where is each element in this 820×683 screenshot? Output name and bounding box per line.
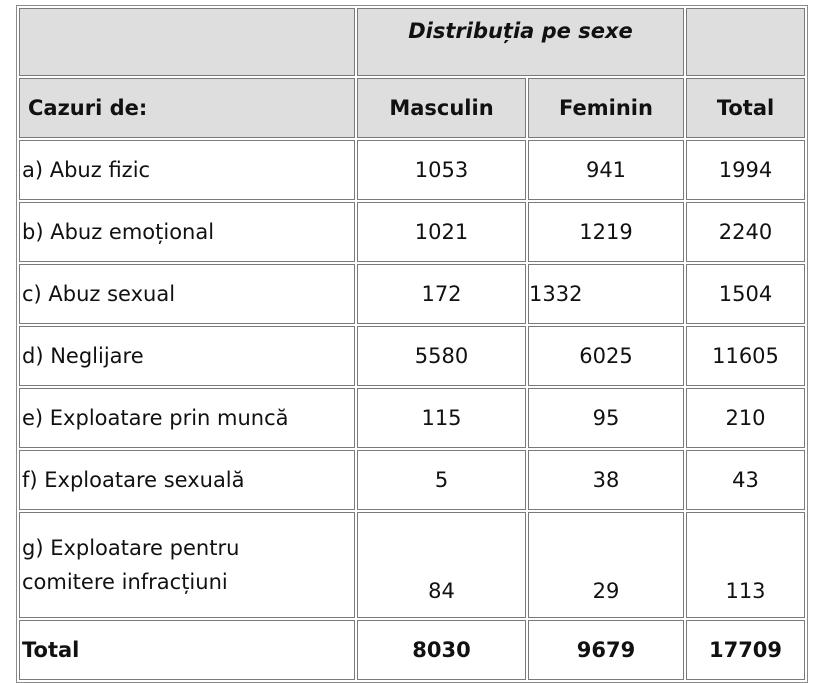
cell-feminin: 1332 [528, 264, 684, 324]
cell-feminin: 1219 [528, 202, 684, 262]
cell-total: 113 [686, 512, 805, 618]
cell-total: 210 [686, 388, 805, 448]
column-header-feminin: Feminin [528, 78, 684, 138]
cell-total: 11605 [686, 326, 805, 386]
header-blank-cell-right [686, 8, 805, 76]
column-header-total: Total [686, 78, 805, 138]
column-header-masculin: Masculin [357, 78, 526, 138]
table-row [19, 450, 805, 510]
row-label: a) Abuz fizic [19, 140, 355, 200]
table-row [19, 388, 805, 448]
row-label: b) Abuz emoțional [19, 202, 355, 262]
cell-total: 43 [686, 450, 805, 510]
cell-total: 1994 [686, 140, 805, 200]
column-header-cases: Cazuri de: [19, 78, 355, 138]
cell-masculin: 172 [357, 264, 526, 324]
cell-total: 1504 [686, 264, 805, 324]
group-header-row [19, 8, 805, 76]
table-row [19, 202, 805, 262]
total-feminin: 9679 [528, 620, 684, 680]
total-total: 17709 [686, 620, 805, 680]
table-row [19, 512, 805, 618]
cell-feminin: 6025 [528, 326, 684, 386]
row-label: f) Exploatare sexuală [19, 450, 355, 510]
total-masculin: 8030 [357, 620, 526, 680]
cell-masculin: 1021 [357, 202, 526, 262]
row-label-line-2: comitere infracțiuni [22, 570, 228, 594]
cell-feminin: 29 [528, 512, 684, 618]
table-row [19, 140, 805, 200]
cell-total: 2240 [686, 202, 805, 262]
row-label [19, 512, 355, 618]
row-label: e) Exploatare prin muncă [19, 388, 355, 448]
cell-feminin: 941 [528, 140, 684, 200]
cell-feminin: 38 [528, 450, 684, 510]
cases-table [16, 5, 808, 683]
cell-masculin: 5580 [357, 326, 526, 386]
cell-masculin: 5 [357, 450, 526, 510]
cell-masculin: 1053 [357, 140, 526, 200]
cell-masculin: 115 [357, 388, 526, 448]
row-label: c) Abuz sexual [19, 264, 355, 324]
cases-table-container [16, 5, 808, 683]
group-header-distribution: Distribuția pe sexe [357, 8, 684, 76]
row-label: d) Neglijare [19, 326, 355, 386]
total-label: Total [19, 620, 355, 680]
total-row [19, 620, 805, 680]
column-header-row [19, 78, 805, 138]
row-label-line-1: g) Exploatare pentru [22, 536, 240, 560]
header-blank-cell [19, 8, 355, 76]
table-row [19, 326, 805, 386]
cell-feminin: 95 [528, 388, 684, 448]
table-row [19, 264, 805, 324]
cell-masculin: 84 [357, 512, 526, 618]
